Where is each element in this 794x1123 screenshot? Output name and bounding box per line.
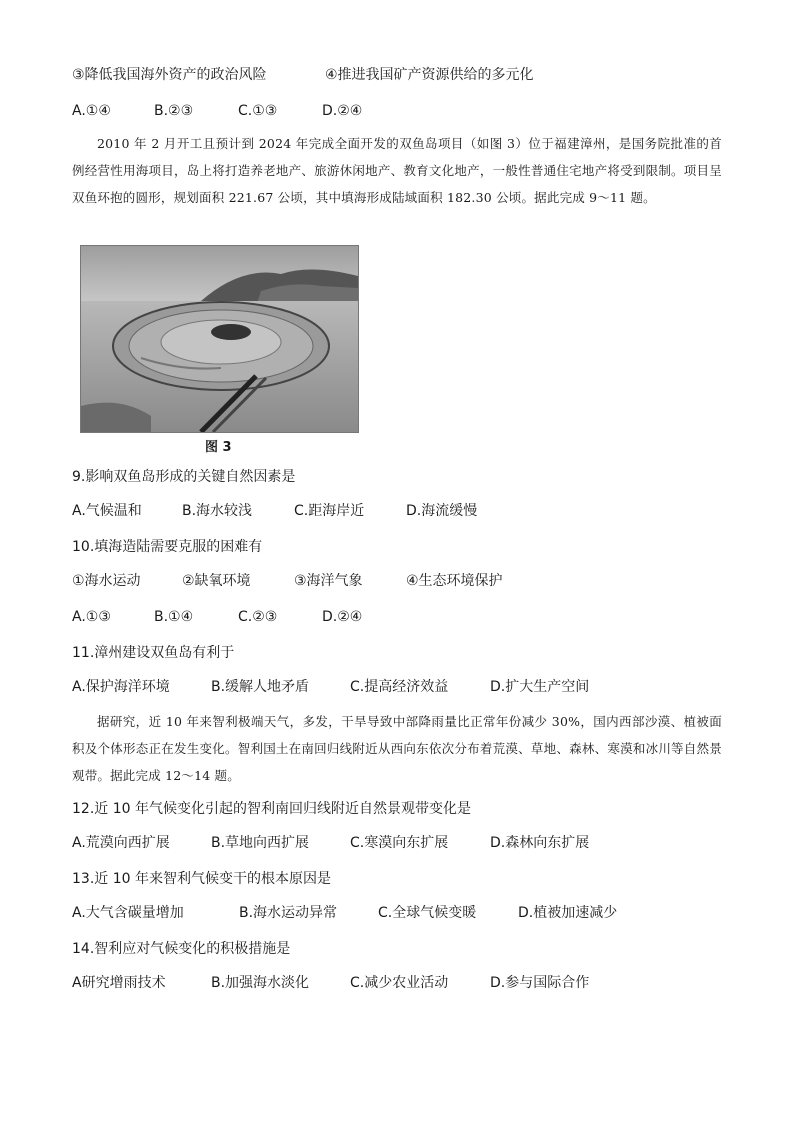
q10-choice-a[interactable]: A.①③ [72, 609, 111, 625]
option-4: ④推进我国矿产资源供给的多元化 [325, 67, 534, 83]
q12-choice-a[interactable]: A.荒漠向西扩展 [72, 835, 170, 851]
option-line-3-4 [72, 66, 267, 84]
q14-stem: 14.智利应对气候变化的积极措施是 [72, 941, 291, 957]
q8-choice-a[interactable]: A.①④ [72, 103, 111, 119]
q8-choice-b[interactable]: B.②③ [154, 103, 194, 119]
q11-choice-d[interactable]: D.扩大生产空间 [490, 679, 590, 695]
option-3: ③降低我国海外资产的政治风险 [72, 67, 267, 83]
figure-3-caption: 图 3 [205, 440, 232, 455]
q10-item-1: ①海水运动 [72, 573, 141, 589]
q10-choice-c[interactable]: C.②③ [238, 609, 278, 625]
q14-choice-d[interactable]: D.参与国际合作 [490, 975, 590, 991]
q11-choice-a[interactable]: A.保护海洋环境 [72, 679, 170, 695]
q10-item-3: ③海洋气象 [294, 573, 363, 589]
q9-choice-d[interactable]: D.海流缓慢 [406, 503, 478, 519]
passage-chile-climate: 据研究，近 10 年来智利极端天气，多发，干旱导致中部降雨量比正常年份减少 30%，国内西部沙漠、植被面积及个体形态正在发生变化。智利国土在南回归线附近从西向东依次分布着荒漠、草地、森林、寒漠和冰川等自然景观带。据此完成 12～14 题。 [72, 714, 722, 783]
q11-stem: 11.漳州建设双鱼岛有利于 [72, 645, 235, 661]
q12-choice-d[interactable]: D.森林向东扩展 [490, 835, 590, 851]
q13-stem: 13.近 10 年来智利气候变干的根本原因是 [72, 871, 331, 887]
q8-choice-c[interactable]: C.①③ [238, 103, 278, 119]
q14-choice-a[interactable]: A研究增雨技术 [72, 975, 166, 991]
q12-choice-c[interactable]: C.寒漠向东扩展 [350, 835, 449, 851]
q13-choice-c[interactable]: C.全球气候变暖 [378, 905, 477, 921]
q14-choice-c[interactable]: C.减少农业活动 [350, 975, 449, 991]
q10-stem: 10.填海造陆需要克服的困难有 [72, 539, 263, 555]
q12-choice-b[interactable]: B.草地向西扩展 [211, 835, 310, 851]
q10-item-2: ②缺氧环境 [182, 573, 251, 589]
q13-choice-b[interactable]: B.海水运动异常 [239, 905, 338, 921]
passage-shuangyu-island: 2010 年 2 月开工且预计到 2024 年完成全面开发的双鱼岛项目（如图 3）位于福建漳州，是国务院批准的首例经营性用海项目，岛上将打造养老地产、旅游休闲地产、教育文化地产，一般性普通住宅地产将受到限制。项目呈双鱼环抱的圆形，规划面积 221.67 公顷，其中填海形成陆域面积 182.30 公顷。据此完成 9～11 题。 [72, 136, 722, 205]
q10-choice-b[interactable]: B.①④ [154, 609, 194, 625]
q9-choice-a[interactable]: A.气候温和 [72, 503, 142, 519]
island-photo-illustration [81, 246, 358, 432]
q10-choice-d[interactable]: D.②④ [322, 609, 363, 625]
q14-choice-b[interactable]: B.加强海水淡化 [211, 975, 310, 991]
q13-choice-a[interactable]: A.大气含碳量增加 [72, 905, 184, 921]
q11-choice-c[interactable]: C.提高经济效益 [350, 679, 449, 695]
q12-stem: 12.近 10 年气候变化引起的智利南回归线附近自然景观带变化是 [72, 801, 471, 817]
figure-3-photo [80, 245, 359, 433]
q9-choice-b[interactable]: B.海水较浅 [182, 503, 253, 519]
q10-item-4: ④生态环境保护 [406, 573, 503, 589]
q8-choice-d[interactable]: D.②④ [322, 103, 363, 119]
q13-choice-d[interactable]: D.植被加速减少 [518, 905, 618, 921]
q11-choice-b[interactable]: B.缓解人地矛盾 [211, 679, 310, 695]
q9-stem: 9.影响双鱼岛形成的关键自然因素是 [72, 469, 296, 485]
q9-choice-c[interactable]: C.距海岸近 [294, 503, 365, 519]
